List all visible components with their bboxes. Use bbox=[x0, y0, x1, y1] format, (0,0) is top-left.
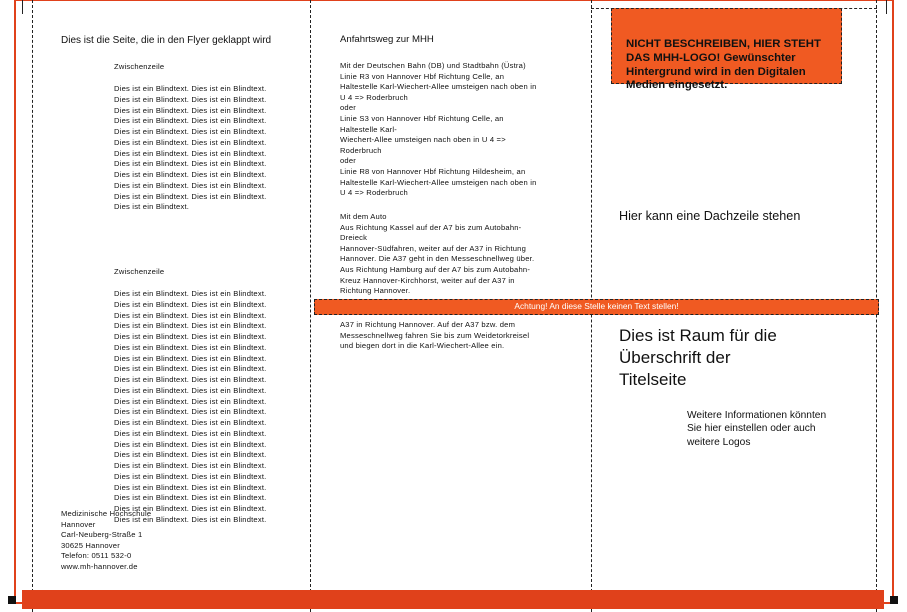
route-line: Mit der Deutschen Bahn (DB) und Stadtbahn (Üstra) bbox=[340, 61, 526, 70]
logo-note: NICHT BESCHREIBEN, HIER STEHT DAS MHH-LOGO! Gewünschter Hintergrund wird in den Digitalen Medien eingesetzt. bbox=[626, 38, 821, 92]
route-line: Mit dem Auto bbox=[340, 212, 387, 221]
dachzeile: Hier kann eine Dachzeile stehen bbox=[619, 209, 801, 223]
route-line: Haltestelle Karl-Wiechert-Allee umsteigen nach oben in bbox=[340, 82, 537, 92]
route-line: Linie R3 von Hannover Hbf Richtung Celle, an bbox=[340, 71, 505, 81]
subheading: Zwischenzeile bbox=[114, 267, 165, 276]
registration-mark bbox=[890, 596, 898, 604]
route-line: Haltestelle Karl-Wiechert-Allee umsteigen nach oben in bbox=[340, 177, 537, 187]
route-line: Richtung Hannover. bbox=[340, 286, 411, 296]
route-line: Kreuz Hannover-Kirchhorst, weiter auf der A37 in bbox=[340, 275, 515, 285]
route-line: U 4 => Roderbruch bbox=[340, 188, 408, 198]
route-line: Aus Richtung Kassel auf der A7 bis zum Autobahn- bbox=[340, 222, 522, 232]
fold-guide-1 bbox=[310, 0, 311, 612]
route-line: Linie R8 von Hannover Hbf Richtung Hildesheim, an bbox=[340, 166, 526, 176]
cover-title: Dies ist Raum für die Überschrift der Titelseite bbox=[619, 326, 777, 389]
address-line: 30625 Hannover bbox=[61, 540, 120, 550]
subheading: Zwischenzeile bbox=[114, 62, 165, 71]
further-info: Weitere Informationen könnten Sie hier einstellen oder auch weitere Logos bbox=[687, 410, 827, 448]
directions-heading: Anfahrtsweg zur MHH bbox=[340, 34, 434, 45]
route-text bbox=[340, 61, 580, 199]
address-line: Carl-Neuberg-Straße 1 bbox=[61, 530, 143, 540]
route-line: Messeschnellweg fahren Sie bis zum Weidetorkreisel bbox=[340, 330, 530, 340]
route-line: Roderbruch bbox=[340, 145, 382, 155]
route-line: Aus Richtung Hamburg auf der A7 bis zum Autobahn- bbox=[340, 264, 531, 274]
crop-mark bbox=[22, 0, 23, 14]
address-line: www.mh-hannover.de bbox=[61, 561, 138, 571]
route-line: U 4 => Roderbruch bbox=[340, 92, 408, 102]
route-line: Hannover-Südfahren, weiter auf der A37 in Richtung bbox=[340, 243, 527, 253]
route-line: Wiechert-Allee umsteigen nach oben in U 4 => bbox=[340, 135, 506, 145]
address-block bbox=[61, 509, 181, 573]
route-line: und biegen dort in die Karl-Wiechert-Allee ein. bbox=[340, 341, 505, 351]
route-line: Linie S3 von Hannover Hbf Richtung Celle, an bbox=[340, 113, 504, 123]
blind-text: Dies ist ein Blindtext. Dies ist ein Blindtext. Dies ist ein Blindtext. Dies ist ein Blindtext. Dies ist ein Blindtext. Dies ist ein Blindtext. Dies ist ein Blindtext. Dies ist ein Blindtext. Dies ist ein Blindtext. Dies ist ein Blindtext. Dies ist ein Blindtext. Dies ist ein Blindtext. Dies ist ein Blindtext. Dies ist ein Blindtext. Dies ist ein Blindtext. Dies ist ein Blindtext. Dies ist ein Blindtext. Dies ist ein Blindtext. Dies ist ein Blindtext. Dies ist ein Blindtext. Dies ist ein Blindtext. Dies ist ein Blindtext. Dies ist ein Blindtext. bbox=[114, 84, 267, 212]
route-line: Dreieck bbox=[340, 233, 368, 243]
no-text-zone-warning: Achtung! An diese Stelle keinen Text stellen! bbox=[314, 299, 879, 315]
route-line: Haltestelle Karl- bbox=[340, 124, 397, 134]
margin-guide-left bbox=[32, 0, 33, 612]
car-route-text bbox=[340, 212, 580, 297]
inner-page-heading: Dies ist die Seite, die in den Flyer geklappt wird bbox=[61, 35, 272, 46]
route-line: A37 in Richtung Hannover. Auf der A37 bzw. dem bbox=[340, 320, 516, 329]
address-line: Telefon: 0511 532-0 bbox=[61, 551, 132, 561]
bottom-bleed-bar bbox=[22, 590, 884, 609]
car-route-text-continued bbox=[340, 320, 580, 352]
blind-text: Dies ist ein Blindtext. Dies ist ein Blindtext. Dies ist ein Blindtext. Dies ist ein Blindtext. Dies ist ein Blindtext. Dies ist ein Blindtext. Dies ist ein Blindtext. Dies ist ein Blindtext. Dies ist ein Blindtext. Dies ist ein Blindtext. Dies ist ein Blindtext. Dies ist ein Blindtext. Dies ist ein Blindtext. Dies ist ein Blindtext. Dies ist ein Blindtext. Dies ist ein Blindtext. Dies ist ein Blindtext. Dies ist ein Blindtext. Dies ist ein Blindtext. Dies ist ein Blindtext. Dies ist ein Blindtext. Dies ist ein Blindtext. Dies ist ein Blindtext. Dies ist ein Blindtext. Dies ist ein Blindtext. Dies ist ein Blindtext. Dies ist ein Blindtext. Dies ist ein Blindtext. Dies ist ein Blindtext. Dies ist ein Blindtext. Dies ist ein Blindtext. Dies ist ein Blindtext. Dies ist ein Blindtext. Dies ist ein Blindtext. Dies ist ein Blindtext. Dies ist ein Blindtext. Dies ist ein Blindtext. Dies ist ein Blindtext. Dies ist ein Blindtext. Dies ist ein Blindtext. Dies ist ein Blindtext. Dies ist ein Blindtext. Dies ist ein Blindtext. Dies ist ein Blindtext. bbox=[114, 289, 267, 524]
route-line: oder bbox=[340, 156, 356, 166]
registration-mark bbox=[8, 596, 16, 604]
address-line: Medizinische Hochschule bbox=[61, 509, 152, 518]
logo-placeholder bbox=[611, 8, 842, 92]
route-line: oder bbox=[340, 103, 356, 113]
route-line: Hannover. Die A37 geht in den Messeschnellweg über. bbox=[340, 254, 535, 264]
crop-mark bbox=[886, 0, 887, 14]
address-line: Hannover bbox=[61, 519, 96, 529]
